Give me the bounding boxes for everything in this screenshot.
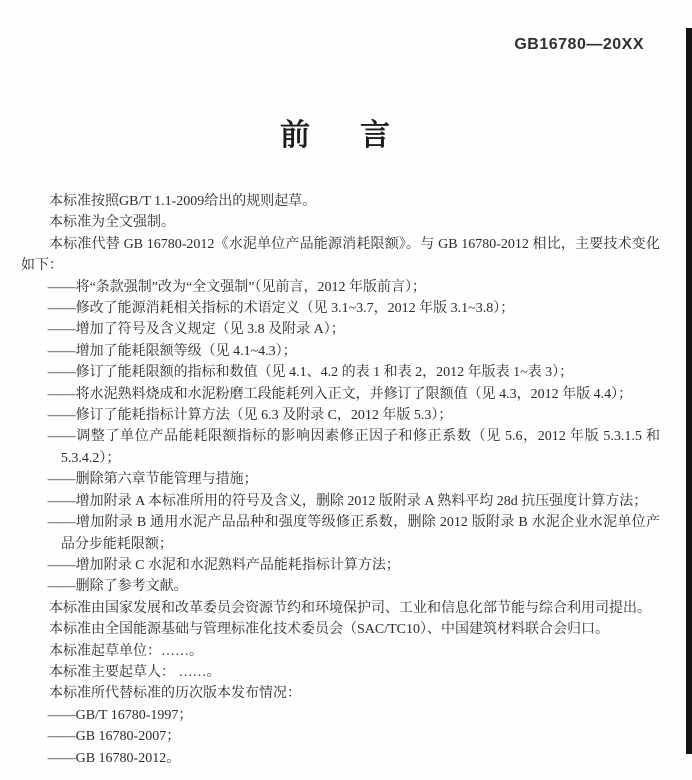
change-list-item: ——增加了符号及含义规定（见 3.8 及附录 A）； bbox=[47, 322, 345, 338]
change-list-item: ——修改了能源消耗相关指标的术语定义（见 3.1~3.7，2012 年版 3.1~3.8）； bbox=[47, 301, 515, 317]
change-list-item: ——增加了能耗限额等级（见 4.1~4.3）； bbox=[47, 343, 297, 359]
previous-edition-item: ——GB/T 16780-1997； bbox=[47, 707, 193, 723]
change-list-item: ——增加附录 C 水泥和水泥熟料产品能耗指标计算方法； bbox=[47, 557, 400, 573]
foreword-paragraph: 本标准代替 GB 16780-2012《水泥单位产品能源消耗限额》。与 GB 16780-2012 相比，主要技术变化如下： bbox=[21, 236, 660, 274]
change-list-item: ——调整了单位产品能耗限额指标的影响因素修正因子和修正系数（见 5.6，2012 年版 5.3.1.5 和 5.3.4.2）； bbox=[47, 429, 660, 466]
page-title: 前 言 bbox=[280, 119, 400, 152]
foreword-paragraph: 本标准主要起草人： ……。 bbox=[49, 664, 221, 680]
foreword-paragraph: 本标准由国家发展和改革委员会资源节约和环境保护司、工业和信息化部节能与综合利用司提出。 bbox=[49, 600, 651, 616]
previous-edition-item: ——GB 16780-2012。 bbox=[47, 750, 181, 766]
change-list-item: ——将水泥熟料烧成和水泥粉磨工段能耗列入正文，并修订了限额值（见 4.3，2012 年版 4.4）； bbox=[47, 386, 633, 402]
standard-code-header: GB16780—20XX bbox=[514, 36, 644, 53]
change-list-item: ——删除了参考文献。 bbox=[47, 579, 188, 595]
foreword-paragraph: 本标准起草单位：……。 bbox=[49, 643, 203, 659]
change-list-item: ——修订了能耗限额的指标和数值（见 4.1、4.2 的表 1 和表 2，2012 年版表 1~表 3）； bbox=[47, 365, 574, 381]
change-list-item: ——增加附录 B 通用水泥产品品种和强度等级修正系数，删除 2012 版附录 B 水泥企业水泥单位产品分步能耗限额； bbox=[47, 515, 660, 552]
change-list-item: ——修订了能耗指标计算方法（见 6.3 及附录 C，2012 年版 5.3）； bbox=[47, 408, 453, 424]
foreword-content bbox=[21, 191, 660, 769]
foreword-paragraph: 本标准为全文强制。 bbox=[49, 215, 175, 231]
foreword-paragraph: 本标准所代替标准的历次版本发布情况： bbox=[49, 686, 301, 702]
change-list-item: ——将“条款强制”改为“全文强制”（见前言，2012 年版前言）； bbox=[47, 279, 426, 295]
previous-edition-item: ——GB 16780-2007； bbox=[47, 729, 181, 745]
foreword-paragraph: 本标准按照GB/T 1.1-2009给出的规则起草。 bbox=[49, 194, 317, 209]
change-list-item: ——删除第六章节能管理与措施； bbox=[47, 472, 258, 488]
page-right-border bbox=[686, 28, 692, 754]
change-list-item: ——增加附录 A 本标准所用的符号及含义，删除 2012 版附录 A 熟料平均 28d 抗压强度计算方法； bbox=[47, 493, 648, 509]
foreword-paragraph: 本标准由全国能源基础与管理标准化技术委员会（SAC/TC10）、中国建筑材料联合会归口。 bbox=[49, 622, 610, 638]
